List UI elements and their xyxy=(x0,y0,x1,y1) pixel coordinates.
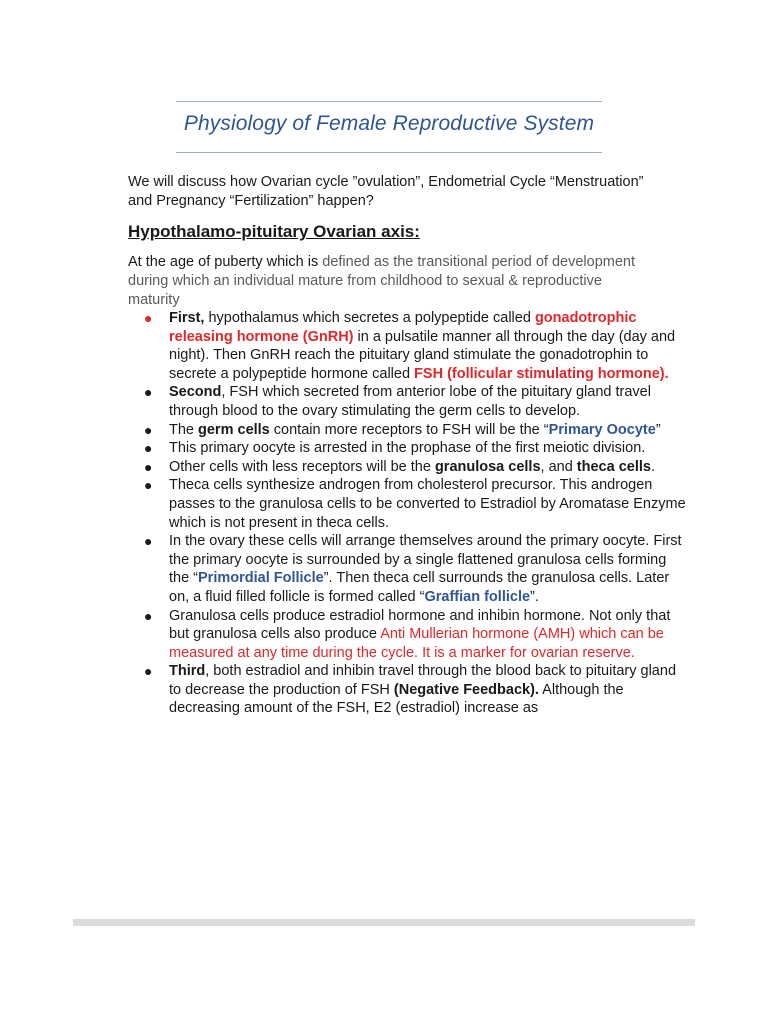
bullet-dot: ● xyxy=(144,440,153,457)
bullet-text: hypothalamus which secretes a polypeptide called xyxy=(204,310,535,326)
bullet-text: in a pulsatile manner all through the day (day and night). Then GnRH reach the pituitary gland stimulate the gonadotrophin to secrete a polypeptide hormone called xyxy=(169,328,676,382)
bullet-text: , both estradiol and inhibin travel through the blood back to pituitary gland to decrease the production of FSH xyxy=(169,663,677,698)
list-item xyxy=(144,383,689,420)
bullet-text: In the ovary these cells will arrange themselves around the primary oocyte. First the primary oocyte is surrounded by a single flattened granulosa cells forming the “ xyxy=(169,533,682,587)
list-item xyxy=(144,309,689,383)
list-item xyxy=(144,662,689,718)
term-negative-feedback: (Negative Feedback). xyxy=(393,681,539,698)
paragraph-text-b: defined as the transitional period of development during which an individual mature from childhood to sexual & reproductive maturity xyxy=(128,254,636,308)
page-bottom-bar xyxy=(73,919,695,926)
bullet-text: ” xyxy=(655,421,661,438)
bullet-text: The xyxy=(169,421,199,438)
paragraph-text-a: At the age of puberty which is xyxy=(128,254,323,270)
document-title: Physiology of Female Reproductive System xyxy=(183,112,595,135)
bullet-text: . xyxy=(650,458,655,475)
term-graffian-follicle: Graffian follicle xyxy=(424,588,531,605)
bullet-dot: ● xyxy=(144,384,153,401)
puberty-paragraph xyxy=(128,253,648,310)
bullet-text: , and xyxy=(540,458,577,475)
highlight-fsh: FSH (follicular stimulating hormone). xyxy=(414,365,669,382)
bullet-dot: ● xyxy=(144,310,153,326)
bullet-dot: ● xyxy=(144,421,153,438)
bullet-text: ”. Then theca cell surrounds the granulosa cells. Later on, a fluid filled follicle is formed called “ xyxy=(169,570,670,605)
list-item xyxy=(144,421,689,440)
term-germ-cells: germ cells xyxy=(198,421,270,438)
bullet-text: Theca cells synthesize androgen from cholesterol precursor. This androgen passes to the granulosa cells to be converted to Estradiol by Aromatase Enzyme which is not present in theca cells. xyxy=(169,477,686,531)
bullet-dot: ● xyxy=(144,477,153,494)
bullet-lead: First, xyxy=(169,310,205,326)
bullet-dot: ● xyxy=(144,663,153,680)
bullet-lead: Third xyxy=(169,663,206,680)
bullet-text: , FSH which secreted from anterior lobe of the pituitary gland travel through blood to the ovary stimulating the germ cells to develop. xyxy=(169,384,651,419)
list-item xyxy=(144,476,689,532)
bullet-text: contain more receptors to FSH will be the “ xyxy=(269,421,549,438)
section-heading: Hypothalamo-pituitary Ovarian axis: xyxy=(128,222,420,241)
list-item xyxy=(144,458,689,477)
list-item xyxy=(144,532,689,606)
bullet-text: This primary oocyte is arrested in the prophase of the first meiotic division. xyxy=(169,440,646,457)
term-primary-oocyte: Primary Oocyte xyxy=(548,421,656,438)
bullet-dot: ● xyxy=(144,607,153,624)
intro-paragraph: We will discuss how Ovarian cycle ”ovulation”, Endometrial Cycle “Menstruation” and Pregnancy “Fertilization” happen? xyxy=(128,174,644,209)
bullet-text: Granulosa cells produce estradiol hormone and inhibin hormone. Not only that but granulosa cells also produce xyxy=(169,607,671,643)
title-bottom-rule xyxy=(176,152,602,153)
list-item xyxy=(144,607,689,663)
term-theca-cells: theca cells xyxy=(576,458,651,475)
bullet-dot: ● xyxy=(144,458,153,475)
bullet-text: Other cells with less receptors will be the xyxy=(169,458,435,475)
highlight-gnrh: gonadotrophic releasing hormone (GnRH) xyxy=(169,310,637,345)
highlight-amh: Anti Mullerian hormone (AMH) which can be measured at any time during the cycle. It is a marker for ovarian reserve. xyxy=(169,626,664,661)
bullet-dot: ● xyxy=(144,533,153,550)
term-primordial-follicle: Primordial Follicle xyxy=(198,570,324,587)
bullet-list xyxy=(128,309,689,718)
bullet-lead: Second xyxy=(169,384,222,401)
title-top-rule xyxy=(176,101,602,102)
bullet-text: Although the decreasing amount of the FSH, E2 (estradiol) increase as xyxy=(169,681,624,717)
term-granulosa-cells: granulosa cells xyxy=(434,458,541,475)
bullet-text: ”. xyxy=(530,588,539,605)
list-item xyxy=(144,439,689,458)
